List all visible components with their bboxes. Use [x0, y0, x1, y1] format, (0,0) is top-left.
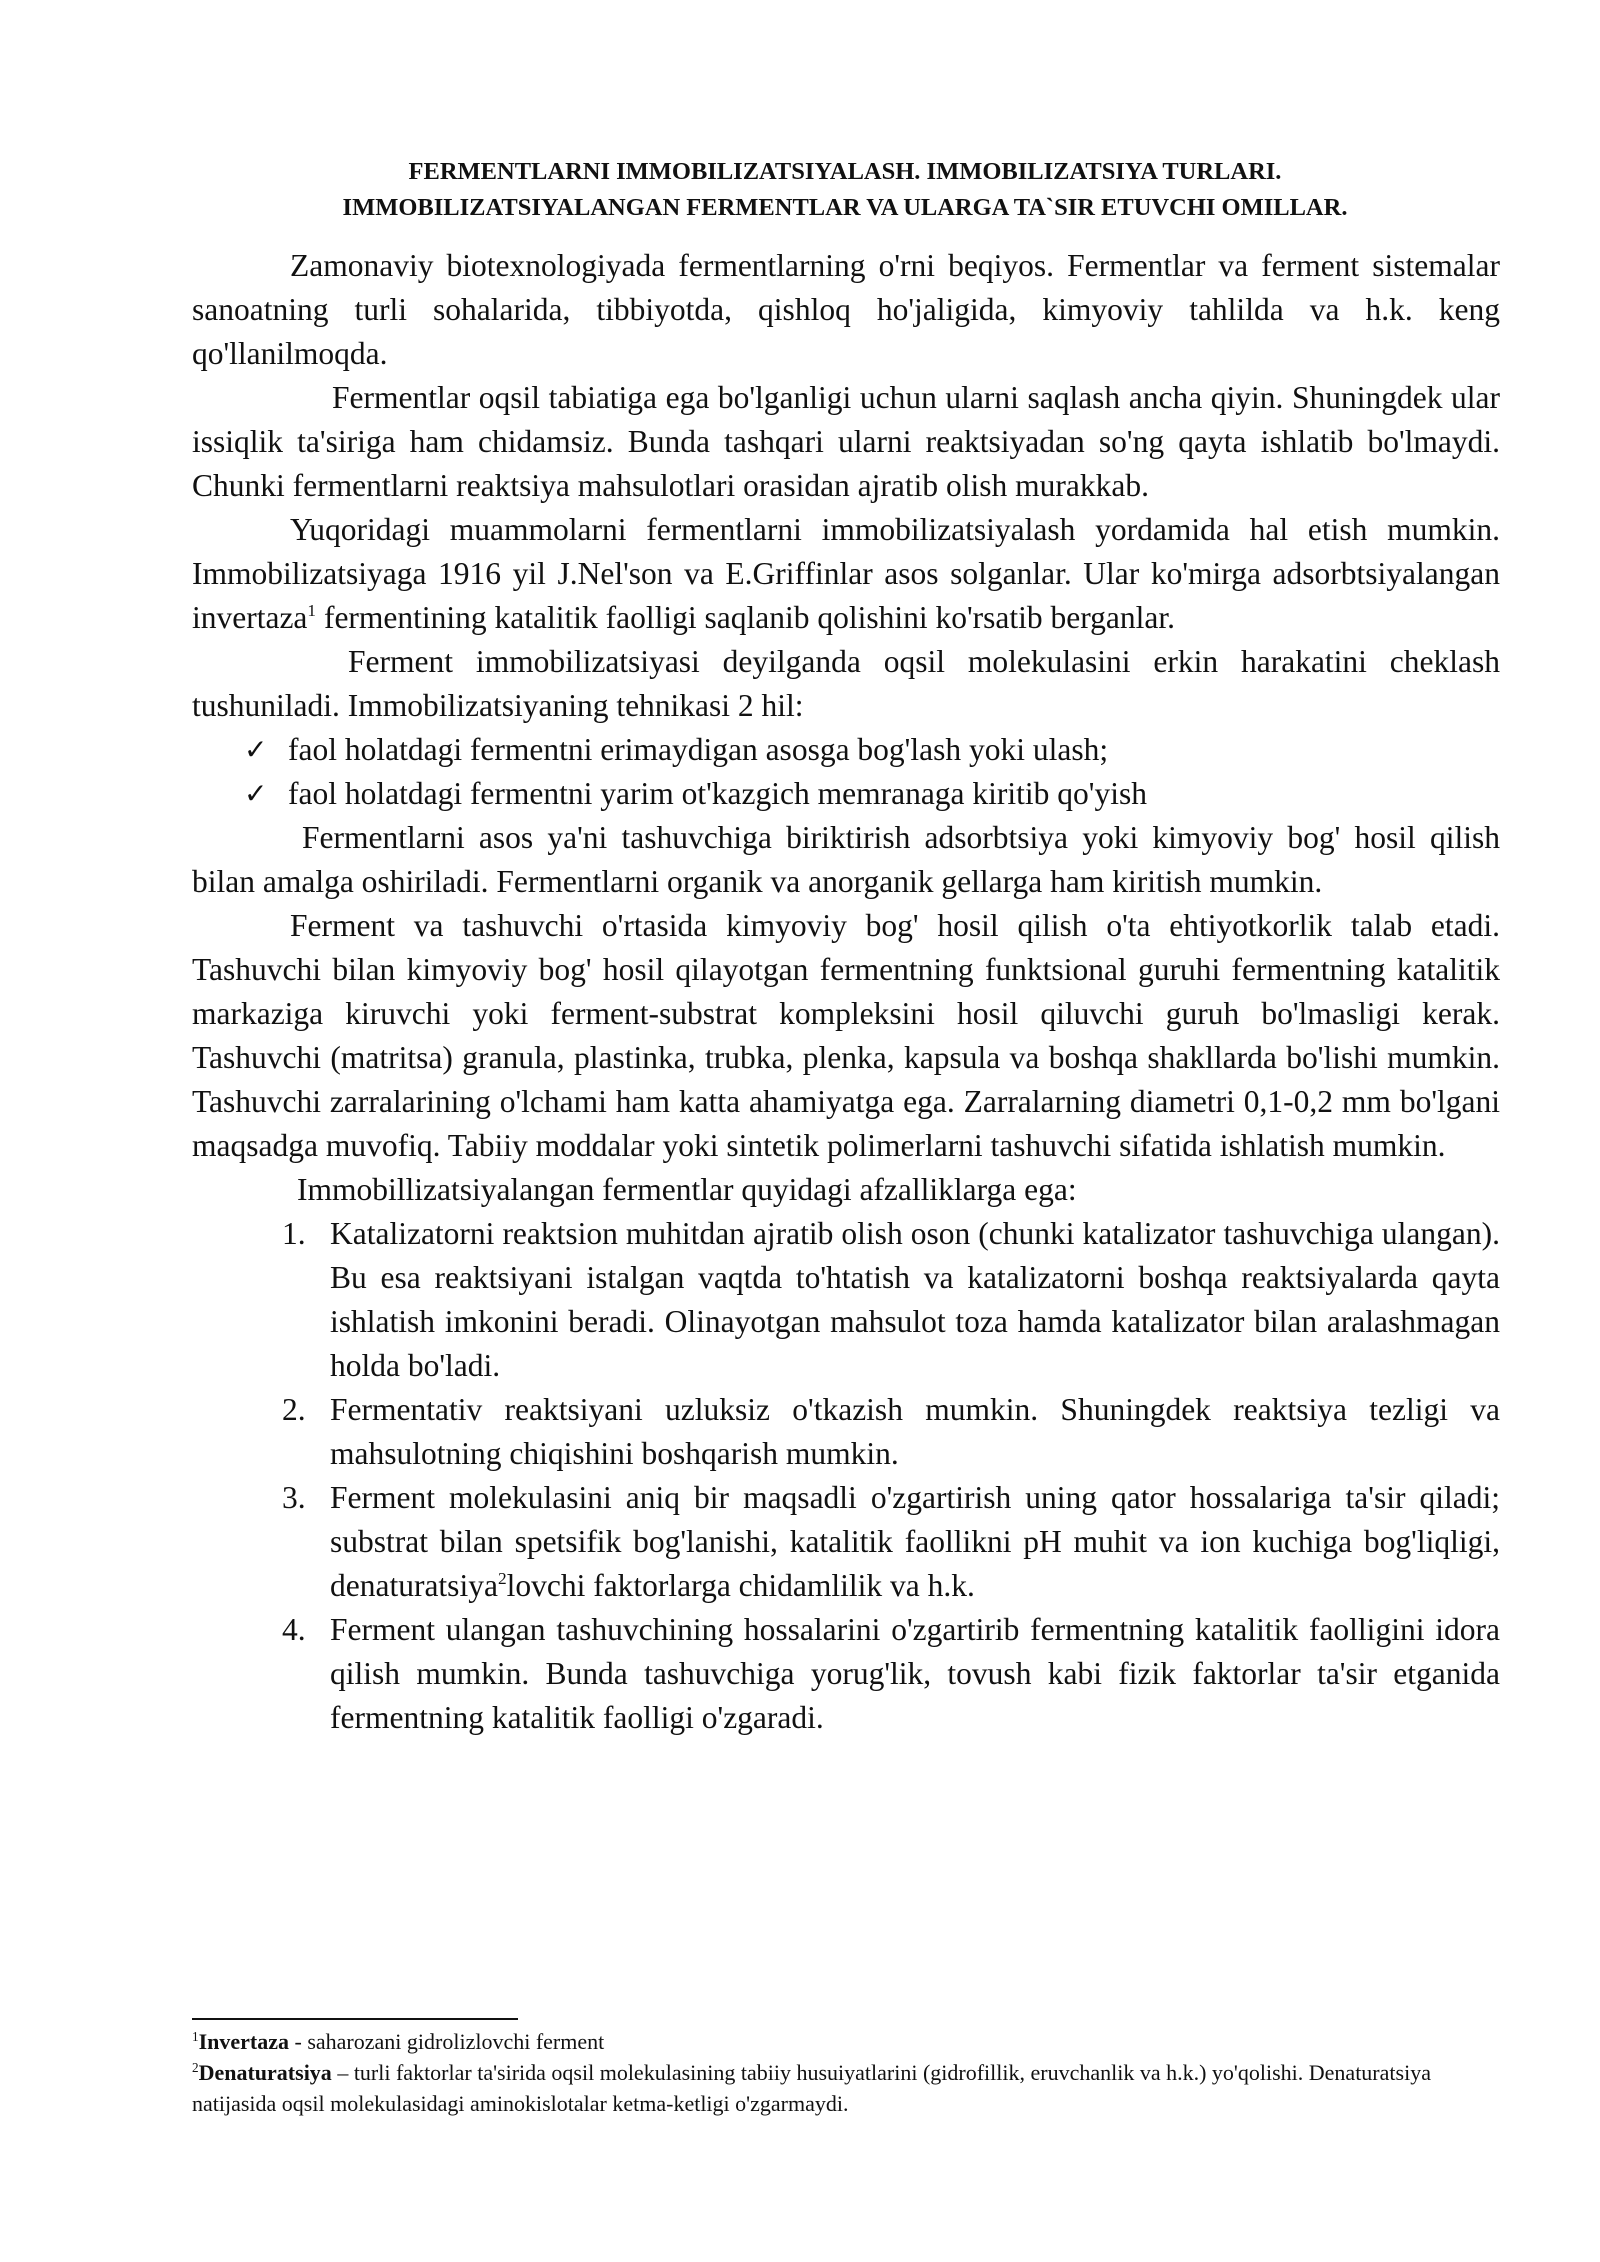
list-item — [192, 1608, 1500, 1740]
list-item-text: faol holatdagi fermentni yarim ot'kazgich memranaga kiritib qo'yish — [288, 776, 1147, 811]
list-item — [192, 1476, 1500, 1608]
list-item — [192, 1212, 1500, 1388]
document-body — [192, 244, 1500, 1740]
footnote-1 — [192, 2026, 1500, 2057]
paragraph-intro: Zamonaviy biotexnologiyada fermentlarning o'rni beqiyos. Fermentlar va ferment sistemalar sanoatning turli sohalarida, tibbiyotda, qishloq ho'jaligida, kimyoviy tahlilda va h.k. keng qo'llanilmoqda. — [192, 248, 1500, 371]
footnotes — [192, 2026, 1500, 2119]
list-item-text-end: lovchi faktorlarga chidamlilik va h.k. — [506, 1568, 975, 1603]
paragraph-history — [192, 508, 1500, 640]
list-item — [192, 728, 1500, 772]
list-item-text: Katalizatorni reaktsion muhitdan ajratib olish oson (chunki katalizator tashuvchiga ulangan). Bu esa reaktsiyani istalgan vaqtda to'htatish va katalizatorni boshqa reaktsiyalarda qayta ishlatish imkonini beradi. Olinayotgan mahsulot toza hamda katalizator bilan aralashmagan holda bo'ladi. — [330, 1216, 1500, 1383]
paragraph-history-text: Yuqoridagi muammolarni fermentlarni immobilizatsiyalash yordamida hal etish mumkin. Immobilizatsiyaga 1916 yil J.Nel'son va E.Griffinlar asos solganlar. Ular ko'mirga adsorbtsiyalangan invertaza — [192, 512, 1500, 635]
paragraph-definition: Ferment immobilizatsiyasi deyilganda oqsil molekulasini erkin harakatini cheklash tushuniladi. Immobilizatsiyaning tehnikasi 2 hil: — [192, 644, 1500, 723]
page-title — [190, 154, 1500, 226]
advantages-list — [192, 1212, 1500, 1740]
footnote-separator — [192, 2018, 518, 2020]
paragraph-bonding: Ferment va tashuvchi o'rtasida kimyoviy bog' hosil qilish o'ta ehtiyotkorlik talab etadi. Tashuvchi bilan kimyoviy bog' hosil qilayotgan fermentning funktsional guruhi fermentning katalitik markaziga kiruvchi yoki ferment-substrat kompleksini hosil qiluvchi guruh bo'lmasligi kerak. Tashuvchi (matritsa) granula, plastinka, trubka, plenka, kapsula va boshqa shakllarda bo'lishi mumkin. Tashuvchi zarralarining o'lchami ham katta ahamiyatga ega. Zarralarning diametri 0,1-0,2 mm bo'lgani maqsadga muvofiq. Tabiiy moddalar yoki sintetik polimerlarni tashuvchi sifatida ishlatish mumkin. — [192, 908, 1500, 1163]
list-item-text: Ferment ulangan tashuvchining hossalarini o'zgartirib fermentning katalitik faolligini idora qilish mumkin. Bunda tashuvchiga yorug'lik, tovush kabi fizik faktorlar ta'sir etganida fermentning katalitik faolligi o'zgaradi. — [330, 1612, 1500, 1735]
paragraph-carrier: Fermentlarni asos ya'ni tashuvchiga biriktirish adsorbtsiya yoki kimyoviy bog' hosil qilish bilan amalga oshiriladi. Fermentlarni organik va anorganik gellarga ham kiritish mumkin. — [192, 820, 1500, 899]
footnote-term: Invertaza — [198, 2029, 290, 2054]
footnote-ref-2: 2 — [497, 1568, 507, 1588]
checkmark-icon: ✓ — [244, 733, 268, 766]
list-item-text: faol holatdagi fermentni erimaydigan asosga bog'lash yoki ulash; — [288, 732, 1109, 767]
list-number: 2. — [282, 1392, 306, 1427]
footnote-ref-1: 1 — [307, 600, 317, 620]
title-line-1: FERMENTLARNI IMMOBILIZATSIYALASH. IMMOBILIZATSIYA TURLARI. — [408, 158, 1282, 185]
list-number: 4. — [282, 1612, 306, 1647]
footnote-text: - saharozani gidrolizlovchi ferment — [289, 2029, 605, 2054]
footnote-term: Denaturatsiya — [198, 2060, 332, 2085]
list-number: 1. — [282, 1216, 306, 1251]
list-item-text: Fermentativ reaktsiyani uzluksiz o'tkazish mumkin. Shuningdek reaktsiya tezligi va mahsulotning chiqishini boshqarish mumkin. — [330, 1392, 1500, 1471]
list-item-text: Ferment molekulasini aniq bir maqsadli o'zgartirish uning qator hossalariga ta'sir qiladi; substrat bilan spetsifik bog'lanishi, katalitik faollikni pH muhit va ion kuchiga bog'liqligi, denaturatsiya — [330, 1480, 1500, 1603]
footnote-2 — [192, 2057, 1500, 2119]
list-item — [192, 1388, 1500, 1476]
technique-list — [192, 728, 1500, 816]
footnote-mark: 1 — [192, 2029, 199, 2045]
list-item — [192, 772, 1500, 816]
paragraph-advantages-intro: Immobillizatsiyalangan fermentlar quyidagi afzalliklarga ega: — [297, 1172, 1077, 1207]
paragraph-history-text-end: fermentining katalitik faolligi saqlanib qolishini ko'rsatib berganlar. — [316, 600, 1175, 635]
paragraph-storage: Fermentlar oqsil tabiatiga ega bo'lganligi uchun ularni saqlash ancha qiyin. Shuningdek ular issiqlik ta'siriga ham chidamsiz. Bunda tashqari ularni reaktsiyadan so'ng qayta ishlatib bo'lmaydi. Chunki fermentlarni reaktsiya mahsulotlari orasidan ajratib olish murakkab. — [192, 380, 1500, 503]
list-number: 3. — [282, 1480, 306, 1515]
footnote-mark: 2 — [192, 2060, 199, 2076]
footnote-text: – turli faktorlar ta'sirida oqsil molekulasining tabiiy husuiyatlarini (gidrofillik, eruvchanlik va h.k.) yo'qolishi. Denaturatsiya natijasida oqsil molekulasidagi aminokislotalar ketma-ketligi o'zgarmaydi. — [192, 2060, 1431, 2116]
checkmark-icon: ✓ — [244, 777, 268, 810]
title-line-2: IMMOBILIZATSIYALANGAN FERMENTLAR VA ULARGA TA`SIR ETUVCHI OMILLAR. — [342, 194, 1348, 221]
